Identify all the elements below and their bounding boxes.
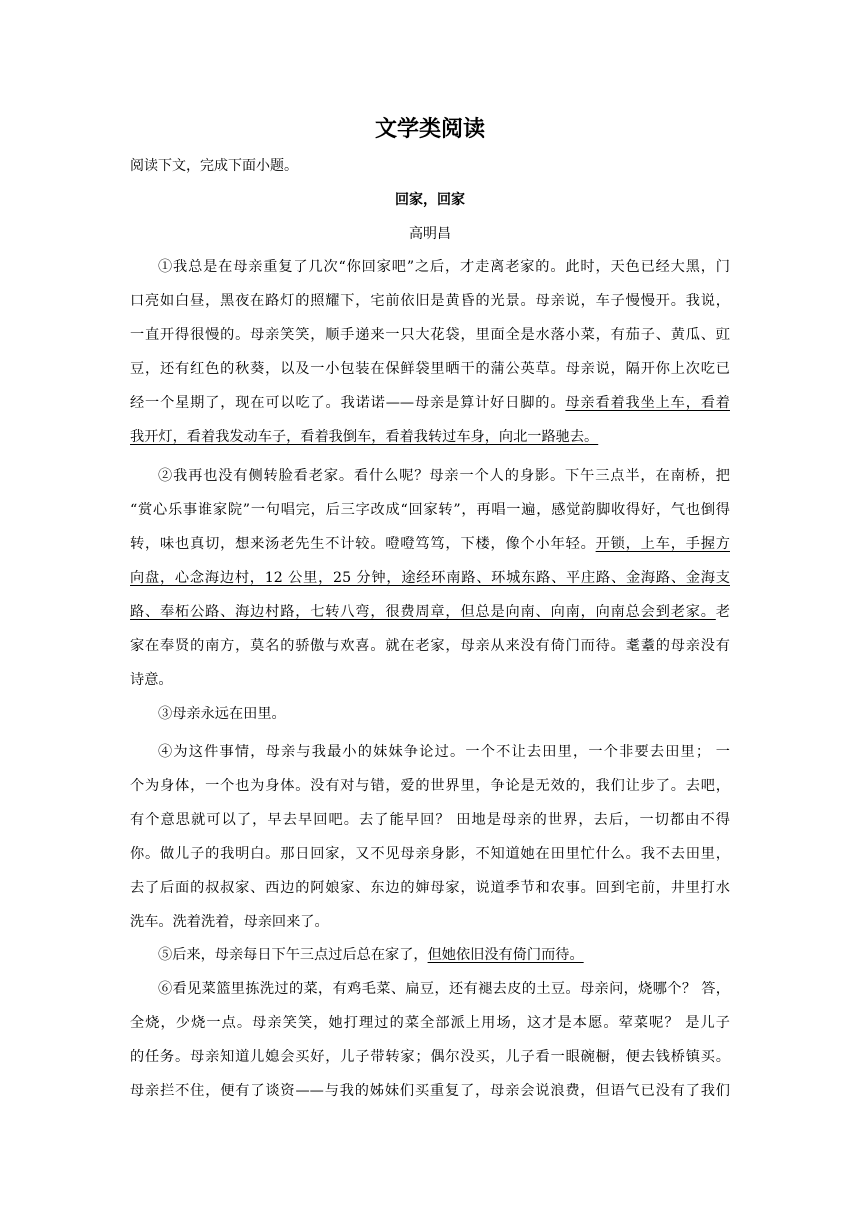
- text-line: [158, 702, 730, 726]
- text-line: [130, 842, 730, 866]
- text-line: [130, 1045, 730, 1069]
- text-line: [130, 566, 730, 590]
- underlined-text: 我开灯，看着我发动车子，看着我倒车，看着我转过车身，向北一路驰去。: [130, 429, 599, 445]
- text-segment: 一直开得很慢的。母亲笑笑，顺手递来一只大花袋，里面全是水落小菜，有茄子、黄瓜、豇: [130, 327, 730, 343]
- text-line: [130, 532, 730, 556]
- text-segment: 老: [715, 604, 730, 620]
- instruction-text: 阅读下文，完成下面小题。: [130, 158, 298, 174]
- text-line: [130, 498, 730, 522]
- text-segment: ③母亲永远在田里。: [158, 706, 286, 722]
- text-line: [130, 600, 730, 624]
- text-line: [130, 1079, 730, 1103]
- underlined-text: 向盘，心念海边村，12 公里，25 分钟，途经环南路、环城东路、平庄路、金海路、金海支: [130, 570, 730, 586]
- text-line: [130, 910, 730, 934]
- text-segment: ④为这件事情，母亲与我最小的妹妹争论过。一个不让去田里，一个非要去田里； 一: [158, 744, 730, 760]
- text-segment: 全烧，少烧一点。母亲笑笑，她打理过的菜全部派上用场，这才是本愿。荤菜呢？ 是儿子: [130, 1015, 730, 1031]
- text-segment: 豆，还有红色的秋葵，以及一小包装在保鲜袋里晒干的蒲公英草。母亲说，隔开你上次吃已: [130, 361, 730, 377]
- text-line: [130, 1011, 730, 1035]
- text-segment: 家在奉贤的南方，莫名的骄傲与欢喜。就在老家，母亲从来没有倚门而待。耄耋的母亲没有: [130, 638, 730, 654]
- text-segment: 去了后面的叔叔家、西边的阿娘家、东边的婶母家，说道季节和农事。回到宅前，井里打水: [130, 880, 730, 896]
- text-segment: 转，味也真切，想来汤老先生不计较。噔噔笃笃，下楼，像个小年轻。: [130, 536, 596, 552]
- page-title: 文学类阅读: [374, 116, 485, 142]
- text-line: [130, 774, 730, 798]
- text-segment: “赏心乐事谁家院”一句唱完，后三字改成“回家转”，再唱一遍，感觉韵脚收得好，气也倒得: [130, 502, 730, 518]
- text-line: [130, 323, 730, 347]
- text-line: [158, 255, 730, 279]
- text-segment: 经一个星期了，现在可以吃了。我诺诺——母亲是算计好日脚的。: [130, 395, 566, 411]
- underlined-text: 开锁，上车，手握方: [595, 536, 730, 552]
- text-line: [130, 425, 730, 449]
- text-segment: ①我总是在母亲重复了几次“你回家吧”之后，才走离老家的。此时，天色已经大黑，门: [158, 259, 730, 275]
- text-line: [158, 464, 730, 488]
- text-line: [130, 808, 730, 832]
- text-segment: 你。做儿子的我明白。那日回家，又不见母亲身影，不知道她在田里忙什么。我不去田里，: [130, 846, 730, 862]
- text-line: [130, 876, 730, 900]
- text-segment: 个为身体，一个也为身体。没有对与错，爱的世界里，争论是无效的，我们让步了。去吧，: [130, 778, 730, 794]
- text-line: [130, 634, 730, 658]
- text-segment: ②我再也没有侧转脸看老家。看什么呢？母亲一个人的身影。下午三点半，在南桥，把: [158, 468, 730, 484]
- underlined-text: 母亲看着我坐上车，看着: [565, 395, 730, 411]
- story-title: 回家，回家: [395, 192, 465, 208]
- text-segment: ⑤后来，母亲每日下午三点过后总在家了，: [158, 947, 428, 963]
- text-line: [158, 740, 730, 764]
- text-segment: 洗车。洗着洗着，母亲回来了。: [130, 914, 329, 930]
- text-line: [130, 391, 730, 415]
- underlined-text: 但她依旧没有倚门而待。: [427, 947, 584, 963]
- text-segment: 的任务。母亲知道儿媳会买好，儿子带转家；偶尔没买，儿子看一眼碗橱，便去钱桥镇买。: [130, 1049, 730, 1065]
- text-segment: ⑥看见菜篮里拣洗过的菜，有鸡毛菜、扁豆，还有褪去皮的土豆。母亲问，烧哪个？ 答，: [158, 981, 730, 997]
- underlined-text: 路、奉柘公路、海边村路，七转八弯，很费周章，但总是向南、向南，向南总会到老家。: [130, 604, 716, 620]
- author-name: 高明昌: [409, 226, 451, 242]
- text-segment: 口亮如白昼，黑夜在路灯的照耀下，宅前依旧是黄昏的光景。母亲说，车子慢慢开。我说，: [130, 293, 730, 309]
- text-line: [130, 357, 730, 381]
- text-line: [158, 977, 730, 1001]
- text-segment: 诗意。: [130, 672, 173, 688]
- text-line: [130, 289, 730, 313]
- text-line: [130, 668, 730, 692]
- text-segment: 母亲拦不住，便有了谈资——与我的姊妹们买重复了，母亲会说浪费，但语气已没有了我们: [130, 1083, 730, 1099]
- text-line: [158, 943, 730, 967]
- text-segment: 有个意思就可以了，早去早回吧。去了能早回？ 田地是母亲的世界，去后，一切都由不得: [130, 812, 730, 828]
